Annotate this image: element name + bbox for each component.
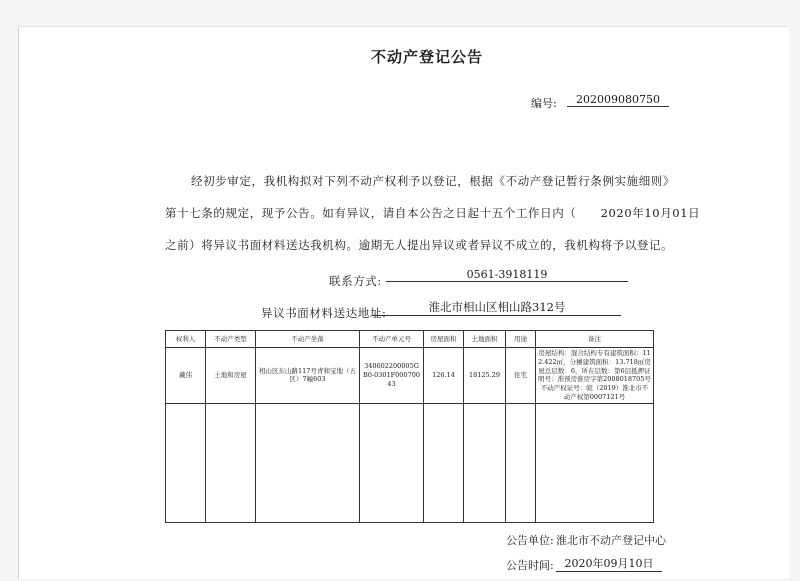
header-usage: 用途 [506, 331, 536, 348]
blank-cell [166, 403, 206, 522]
issuer-name: 淮北市不动产登记中心 [556, 534, 666, 547]
blank-cell [424, 403, 464, 522]
notice-number: 202009080750 [567, 93, 669, 107]
cell-remarks: 房屋结构：混合结构专有建筑面积：112.422㎡，分摊建筑面积：13.718㎡房屋总层数：6，所在层数：第6层抵押证明号：淮预房淮房字第2008018705号不动产权证号：皖（2019）淮北市不动产权第0007121号 [536, 348, 654, 404]
notice-date: 2020年09月10日 [556, 555, 662, 572]
header-location: 不动产坐落 [256, 331, 360, 348]
header-house-area: 房屋面积 [424, 331, 464, 348]
blank-cell [360, 403, 424, 522]
contact-phone: 0561-3918119 [386, 268, 628, 282]
header-land-area: 土地面积 [464, 331, 506, 348]
header-unit-number: 不动产单元号 [360, 331, 424, 348]
cell-property-type: 土地和房屋 [206, 348, 256, 404]
notice-date-label: 公告时间: [506, 559, 554, 572]
objection-address: 淮北市相山区相山路312号 [373, 299, 621, 316]
blank-cell [536, 403, 654, 522]
blank-cell [464, 403, 506, 522]
notice-paragraph-line-2: 第十七条的规定，现予公告。如有异议，请自本公告之日起十五个工作日内（ 2020年10月01日 [165, 206, 701, 220]
blank-cell [256, 403, 360, 522]
notice-page [18, 26, 789, 579]
table-row [166, 348, 654, 404]
notice-paragraph-line-3: 之前）将异议书面材料送达我机构。逾期无人提出异议或者异议不成立的，我机构将予以登记。 [165, 238, 674, 252]
notice-number-label: 编号: [531, 97, 557, 110]
header-owner: 权利人 [166, 331, 206, 348]
cell-usage: 住宅 [506, 348, 536, 404]
cell-land-area: 18125.29 [464, 348, 506, 404]
cell-owner: 戴伟 [166, 348, 206, 404]
blank-cell [506, 403, 536, 522]
cell-location: 相山区东山路117号青和宝地（五区）7幢603 [256, 348, 360, 404]
objection-address-label: 异议书面材料送达地址: [261, 306, 387, 320]
table-blank-row [166, 403, 654, 522]
issuer-label: 公告单位: [506, 534, 554, 547]
table-header-row [166, 331, 654, 348]
header-remarks: 备注 [536, 331, 654, 348]
registration-table [165, 330, 654, 523]
header-property-type: 不动产类型 [206, 331, 256, 348]
contact-label: 联系方式: [329, 274, 382, 288]
cell-house-area: 126.14 [424, 348, 464, 404]
cell-unit-number: 340602200005GB0-0301F00070043 [360, 348, 424, 404]
notice-title: 不动产登记公告 [371, 48, 484, 66]
blank-cell [206, 403, 256, 522]
notice-paragraph-line-1: 经初步审定，我机构拟对下列不动产权利予以登记，根据《不动产登记暂行条例实施细则》 [191, 174, 675, 188]
